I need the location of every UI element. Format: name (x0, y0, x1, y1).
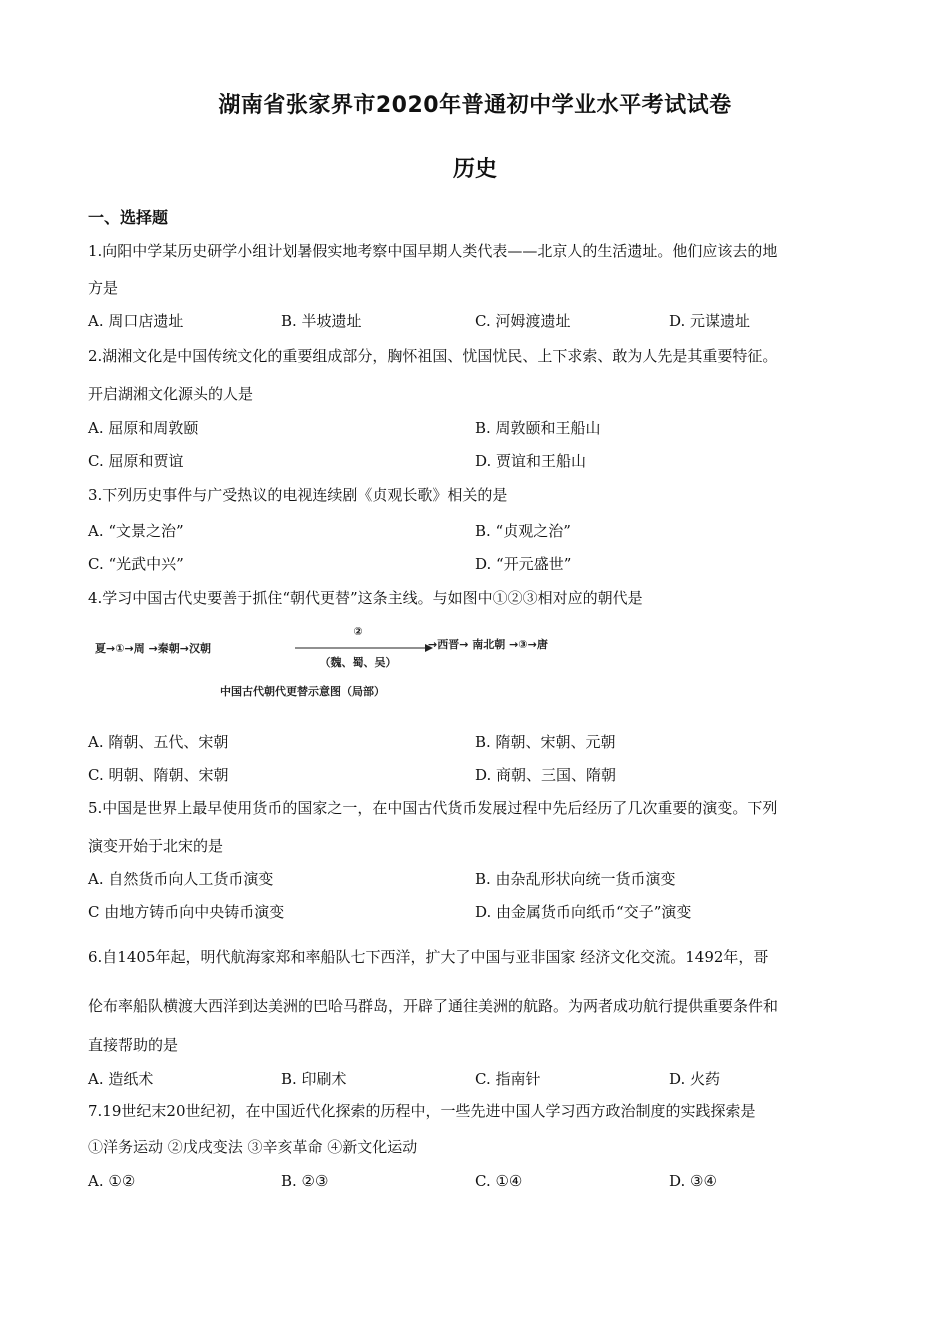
q6-option-c: C. 指南针 (475, 1070, 541, 1088)
question-7-statements: ①洋务运动 ②戊戌变法 ③辛亥革命 ④新文化运动 (88, 1138, 418, 1156)
question-7-text: 7.19世纪末20世纪初，在中国近代化探索的历程中，一些先进中国人学习西方政治制度的实践探索是 (88, 1102, 756, 1120)
q3-option-d: D. “开元盛世” (475, 555, 572, 573)
question-2-text-cont: 开启湖湘文化源头的人是 (88, 385, 254, 403)
q4-option-d: D. 商朝、三国、隋朝 (475, 766, 617, 784)
diagram-right-chain: →西晋→ 南北朝 →③→唐 (428, 638, 548, 651)
q3-option-c: C. “光武中兴” (88, 555, 184, 573)
question-2-text: 2.湖湘文化是中国传统文化的重要组成部分，胸怀祖国、忧国忧民、上下求索、敢为人先是其重要特征。 (88, 347, 778, 365)
q4-option-c: C. 明朝、隋朝、宋朝 (88, 766, 229, 784)
q7-option-c: C. ①④ (475, 1172, 523, 1190)
q1-option-b: B. 半坡遗址 (281, 312, 362, 330)
subject-title: 历史 (452, 157, 497, 182)
q6-option-b: B. 印刷术 (281, 1070, 347, 1088)
q4-option-a: A. 隋朝、五代、宋朝 (88, 733, 229, 751)
q3-option-b: B. “贞观之治” (475, 522, 571, 540)
q5-option-a: A. 自然货币向人工货币演变 (88, 870, 274, 888)
q5-option-b: B. 由杂乱形状向统一货币演变 (475, 870, 676, 888)
q2-option-b: B. 周敦颐和王船山 (475, 419, 601, 437)
question-1-text-cont: 方是 (88, 279, 119, 297)
section-heading: 一、选择题 (88, 208, 169, 227)
q3-option-a: A. “文景之治” (88, 522, 184, 540)
page-title: 湖南省张家界市2020年普通初中学业水平考试试卷 (218, 93, 732, 118)
dynasty-diagram (90, 620, 650, 710)
question-6-text-cont2: 直接帮助的是 (88, 1036, 179, 1054)
question-5-text-cont: 演变开始于北宋的是 (88, 837, 224, 855)
question-1-text: 1.向阳中学某历史研学小组计划暑假实地考察中国早期人类代表——北京人的生活遗址。他们应该去的地 (88, 242, 778, 260)
diagram-left-chain: 夏→①→周 →秦朝→汉朝 (95, 642, 212, 655)
q1-option-a: A. 周口店遗址 (88, 312, 184, 330)
question-4-text: 4.学习中国古代史要善于抓住“朝代更替”这条主线。与如图中①②③相对应的朝代是 (88, 589, 643, 607)
q6-option-a: A. 造纸术 (88, 1070, 154, 1088)
question-6-text-cont: 伦布率船队横渡大西洋到达美洲的巴哈马群岛，开辟了通往美洲的航路。为两者成功航行提供重要条件和 (88, 997, 779, 1015)
q4-option-b: B. 隋朝、宋朝、元朝 (475, 733, 616, 751)
q1-option-d: D. 元谋遗址 (669, 312, 751, 330)
q1-option-c: C. 河姆渡遗址 (475, 312, 571, 330)
q7-option-a: A. ①② (88, 1172, 136, 1190)
q2-option-d: D. 贾谊和王船山 (475, 452, 587, 470)
q2-option-a: A. 屈原和周敦颐 (88, 419, 199, 437)
question-3-text: 3.下列历史事件与广受热议的电视连续剧《贞观长歌》相关的是 (88, 486, 508, 504)
diagram-caption: 中国古代朝代更替示意图（局部） (220, 685, 385, 698)
question-6-text: 6.自1405年起，明代航海家郑和率船队七下西洋，扩大了中国与亚非国家 经济文化交流。1492年，哥 (88, 948, 769, 966)
q7-option-d: D. ③④ (669, 1172, 717, 1190)
q6-option-d: D. 火药 (669, 1070, 721, 1088)
q2-option-c: C. 屈原和贾谊 (88, 452, 184, 470)
q5-option-d: D. 由金属货币向纸币“交子”演变 (475, 903, 692, 921)
q7-option-b: B. ②③ (281, 1172, 329, 1190)
diagram-marker-2: ② (353, 625, 363, 638)
question-5-text: 5.中国是世界上最早使用货币的国家之一，在中国古代货币发展过程中先后经历了几次重要的演变。下列 (88, 799, 778, 817)
diagram-three-kingdoms: （魏、蜀、吴） (319, 656, 397, 669)
q5-option-c: C 由地方铸币向中央铸币演变 (88, 903, 285, 921)
